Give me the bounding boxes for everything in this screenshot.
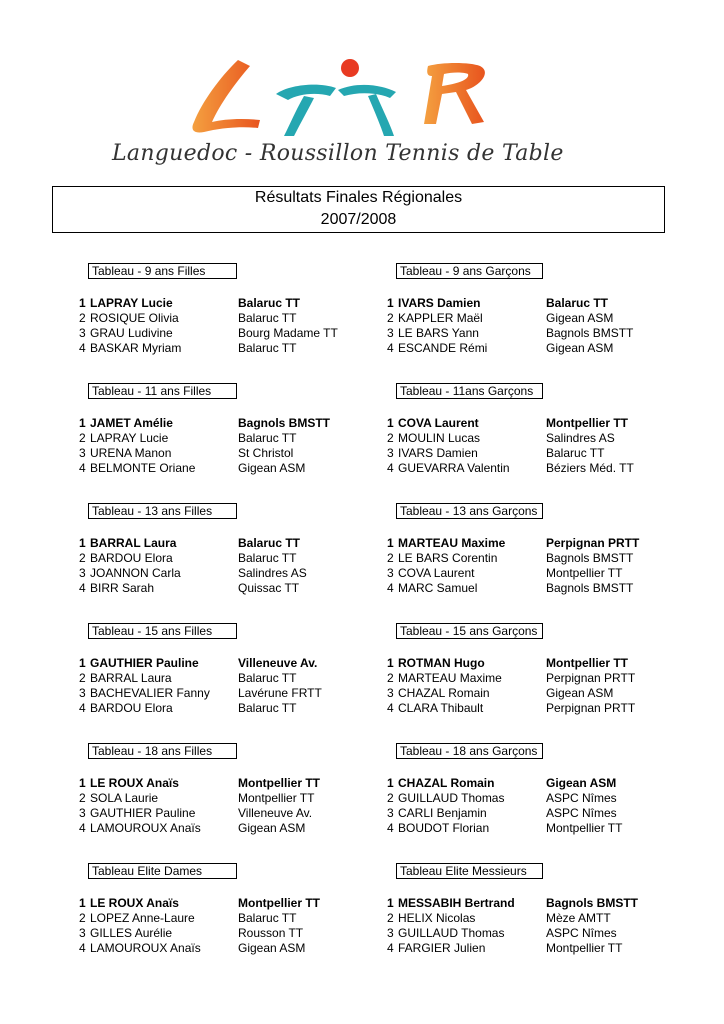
results-section (387, 502, 717, 596)
results-section (79, 862, 409, 956)
section-label: Tableau - 11ans Garçons (396, 383, 543, 399)
player-club: Balaruc TT (238, 311, 297, 325)
player-name: SOLA Laurie (90, 791, 159, 805)
player-name: LAMOUROUX Anaïs (90, 941, 201, 955)
player-rank: 4 (79, 701, 86, 715)
player-club: Balaruc TT (546, 296, 609, 310)
player-name: LE BARS Yann (398, 326, 479, 340)
player-club: Perpignan PRTT (546, 671, 636, 685)
player-rank: 3 (387, 926, 394, 940)
player-club: Balaruc TT (238, 551, 297, 565)
player-name: COVA Laurent (398, 566, 475, 580)
player-rank: 1 (79, 296, 86, 310)
result-row (387, 926, 717, 941)
player-club: Perpignan PRTT (546, 701, 636, 715)
player-name: URENA Manon (90, 446, 172, 460)
player-name: GRAU Ludivine (90, 326, 173, 340)
player-club: Balaruc TT (238, 701, 297, 715)
player-name: BACHEVALIER Fanny (90, 686, 210, 700)
result-row (79, 791, 409, 806)
player-club: ASPC Nîmes (546, 791, 617, 805)
player-club: Béziers Méd. TT (546, 461, 634, 475)
player-rank: 1 (387, 656, 394, 670)
player-club: Montpellier TT (546, 566, 623, 580)
result-row (79, 806, 409, 821)
player-rank: 2 (387, 311, 394, 325)
player-rank: 1 (79, 896, 86, 910)
title-box (52, 186, 665, 233)
player-name: LAPRAY Lucie (90, 431, 169, 445)
section-label: Tableau - 13 ans Filles (88, 503, 237, 519)
section-label: Tableau - 18 ans Filles (88, 743, 237, 759)
player-name: CARLI Benjamin (398, 806, 487, 820)
player-rank: 4 (387, 701, 394, 715)
player-name: GILLES Aurélie (90, 926, 173, 940)
result-row (387, 806, 717, 821)
player-club: Gigean ASM (546, 686, 614, 700)
result-row (387, 566, 717, 581)
section-label: Tableau - 15 ans Filles (88, 623, 237, 639)
player-club: Balaruc TT (238, 536, 301, 550)
result-row (387, 821, 717, 836)
player-rank: 2 (79, 551, 86, 565)
result-row (387, 581, 717, 596)
section-label: Tableau Elite Messieurs (396, 863, 543, 879)
player-name: GAUTHIER Pauline (90, 656, 199, 670)
player-name: IVARS Damien (398, 296, 481, 310)
player-club: Rousson TT (238, 926, 304, 940)
player-rank: 2 (387, 551, 394, 565)
player-rank: 2 (79, 671, 86, 685)
player-rank: 3 (79, 326, 86, 340)
result-row (387, 461, 717, 476)
player-name: BARDOU Elora (90, 551, 173, 565)
player-name: GUILLAUD Thomas (398, 791, 505, 805)
player-rank: 2 (79, 311, 86, 325)
player-name: MOULIN Lucas (398, 431, 481, 445)
player-rank: 3 (387, 686, 394, 700)
player-club: Mèze AMTT (546, 911, 611, 925)
player-rank: 4 (79, 341, 86, 355)
player-club: Salindres AS (546, 431, 615, 445)
result-row (79, 896, 409, 911)
results-section (387, 382, 717, 476)
player-name: CLARA Thibault (398, 701, 484, 715)
player-name: BARRAL Laura (90, 536, 177, 550)
section-label: Tableau - 9 ans Filles (88, 263, 237, 279)
season-label: 2007/2008 (320, 211, 397, 228)
player-rank: 3 (79, 686, 86, 700)
player-rank: 1 (387, 896, 394, 910)
league-name: Languedoc - Roussillon Tennis de Table (112, 141, 564, 166)
player-name: ESCANDE Rémi (398, 341, 488, 355)
player-rank: 4 (79, 821, 86, 835)
player-name: LOPEZ Anne-Laure (90, 911, 195, 925)
result-row (79, 701, 409, 716)
player-rank: 1 (79, 656, 86, 670)
result-row (387, 326, 717, 341)
player-name: BASKAR Myriam (90, 341, 182, 355)
player-rank: 1 (79, 416, 86, 430)
result-row (79, 911, 409, 926)
result-row (79, 551, 409, 566)
player-rank: 3 (387, 806, 394, 820)
result-row (79, 566, 409, 581)
page-title: Résultats Finales Régionales (254, 189, 463, 206)
player-name: COVA Laurent (398, 416, 479, 430)
result-row (79, 821, 409, 836)
player-club: Gigean ASM (238, 821, 306, 835)
player-rank: 3 (79, 566, 86, 580)
player-rank: 4 (79, 461, 86, 475)
player-rank: 4 (79, 581, 86, 595)
player-rank: 2 (79, 791, 86, 805)
player-club: Bagnols BMSTT (546, 896, 638, 910)
result-row (387, 791, 717, 806)
result-row (387, 431, 717, 446)
player-rank: 4 (79, 941, 86, 955)
player-name: LE ROUX Anaïs (90, 896, 179, 910)
player-name: GAUTHIER Pauline (90, 806, 196, 820)
section-label: Tableau - 9 ans Garçons (396, 263, 543, 279)
player-name: IVARS Damien (398, 446, 478, 460)
player-club: ASPC Nîmes (546, 926, 617, 940)
results-section (79, 262, 409, 356)
results-section (387, 622, 717, 716)
result-row (387, 656, 717, 671)
result-row (79, 686, 409, 701)
player-rank: 3 (79, 446, 86, 460)
player-club: Montpellier TT (238, 896, 320, 910)
player-rank: 3 (79, 926, 86, 940)
player-name: FARGIER Julien (398, 941, 486, 955)
player-name: BELMONTE Oriane (90, 461, 196, 475)
results-section (79, 382, 409, 476)
player-club: Gigean ASM (546, 311, 614, 325)
player-rank: 2 (387, 911, 394, 925)
player-name: JOANNON Carla (90, 566, 181, 580)
result-row (387, 911, 717, 926)
results-section (387, 742, 717, 836)
result-row (387, 701, 717, 716)
player-name: MARTEAU Maxime (398, 671, 502, 685)
result-row (387, 896, 717, 911)
player-name: KAPPLER Maël (398, 311, 483, 325)
result-row (79, 431, 409, 446)
player-rank: 3 (387, 326, 394, 340)
player-rank: 2 (387, 791, 394, 805)
player-club: Montpellier TT (238, 791, 315, 805)
player-club: Bagnols BMSTT (238, 416, 330, 430)
result-row (79, 461, 409, 476)
player-name: LAMOUROUX Anaïs (90, 821, 201, 835)
player-name: MARC Samuel (398, 581, 478, 595)
player-club: ASPC Nîmes (546, 806, 617, 820)
player-club: Lavérune FRTT (238, 686, 322, 700)
result-row (387, 311, 717, 326)
player-rank: 4 (387, 581, 394, 595)
result-row (79, 926, 409, 941)
results-section (387, 862, 717, 956)
player-name: BARRAL Laura (90, 671, 172, 685)
result-row (387, 536, 717, 551)
results-section (79, 502, 409, 596)
player-rank: 1 (387, 296, 394, 310)
result-row (387, 776, 717, 791)
player-rank: 3 (387, 446, 394, 460)
player-name: ROSIQUE Olivia (90, 311, 179, 325)
result-row (79, 311, 409, 326)
player-club: Balaruc TT (238, 671, 297, 685)
result-row (387, 941, 717, 956)
player-club: Gigean ASM (546, 341, 614, 355)
result-row (79, 326, 409, 341)
player-rank: 1 (387, 416, 394, 430)
results-section (79, 742, 409, 836)
result-row (387, 296, 717, 311)
results-section (387, 262, 717, 356)
player-rank: 1 (387, 536, 394, 550)
player-rank: 4 (387, 461, 394, 475)
result-row (79, 341, 409, 356)
player-club: Villeneuve Av. (238, 656, 318, 670)
player-name: ROTMAN Hugo (398, 656, 485, 670)
player-club: Balaruc TT (238, 911, 297, 925)
player-club: Montpellier TT (546, 941, 623, 955)
player-rank: 1 (79, 536, 86, 550)
player-name: GUEVARRA Valentin (398, 461, 510, 475)
player-rank: 2 (387, 431, 394, 445)
result-row (79, 296, 409, 311)
result-row (387, 416, 717, 431)
result-row (387, 341, 717, 356)
player-club: Montpellier TT (546, 416, 628, 430)
result-row (79, 536, 409, 551)
player-club: Gigean ASM (238, 461, 306, 475)
result-row (79, 581, 409, 596)
player-rank: 4 (387, 941, 394, 955)
result-row (79, 416, 409, 431)
player-name: CHAZAL Romain (398, 776, 495, 790)
player-name: MESSABIH Bertrand (398, 896, 515, 910)
player-name: LE BARS Corentin (398, 551, 498, 565)
player-name: MARTEAU Maxime (398, 536, 506, 550)
player-rank: 2 (79, 431, 86, 445)
result-row (79, 671, 409, 686)
player-rank: 2 (387, 671, 394, 685)
player-name: LE ROUX Anaïs (90, 776, 179, 790)
result-row (79, 941, 409, 956)
result-row (79, 776, 409, 791)
player-club: Balaruc TT (238, 296, 301, 310)
player-name: JAMET Amélie (90, 416, 173, 430)
player-club: Bagnols BMSTT (546, 551, 634, 565)
player-club: Balaruc TT (546, 446, 605, 460)
player-name: BOUDOT Florian (398, 821, 490, 835)
player-club: Perpignan PRTT (546, 536, 640, 550)
player-club: Salindres AS (238, 566, 307, 580)
results-section (79, 622, 409, 716)
section-label: Tableau Elite Dames (88, 863, 237, 879)
section-label: Tableau - 15 ans Garçons (396, 623, 543, 639)
player-club: Gigean ASM (546, 776, 617, 790)
player-club: Quissac TT (238, 581, 300, 595)
league-logo (180, 52, 520, 142)
section-label: Tableau - 13 ans Garçons (396, 503, 543, 519)
result-row (387, 671, 717, 686)
player-name: BIRR Sarah (90, 581, 155, 595)
player-rank: 3 (387, 566, 394, 580)
player-club: Montpellier TT (546, 656, 628, 670)
player-club: Balaruc TT (238, 431, 297, 445)
player-club: St Christol (238, 446, 294, 460)
player-name: BARDOU Elora (90, 701, 173, 715)
player-club: Montpellier TT (238, 776, 320, 790)
result-row (387, 446, 717, 461)
player-club: Montpellier TT (546, 821, 623, 835)
player-name: HELIX Nicolas (398, 911, 476, 925)
player-name: LAPRAY Lucie (90, 296, 173, 310)
player-rank: 1 (387, 776, 394, 790)
player-name: GUILLAUD Thomas (398, 926, 505, 940)
section-label: Tableau - 11 ans Filles (88, 383, 237, 399)
result-row (79, 446, 409, 461)
result-row (79, 656, 409, 671)
player-club: Balaruc TT (238, 341, 297, 355)
player-club: Gigean ASM (238, 941, 306, 955)
player-rank: 4 (387, 821, 394, 835)
player-rank: 3 (79, 806, 86, 820)
player-club: Bourg Madame TT (238, 326, 338, 340)
player-rank: 4 (387, 341, 394, 355)
player-club: Bagnols BMSTT (546, 326, 634, 340)
player-name: CHAZAL Romain (398, 686, 490, 700)
player-club: Villeneuve Av. (238, 806, 313, 820)
result-row (387, 686, 717, 701)
player-rank: 1 (79, 776, 86, 790)
player-rank: 2 (79, 911, 86, 925)
section-label: Tableau - 18 ans Garçons (396, 743, 543, 759)
result-row (387, 551, 717, 566)
player-club: Bagnols BMSTT (546, 581, 634, 595)
